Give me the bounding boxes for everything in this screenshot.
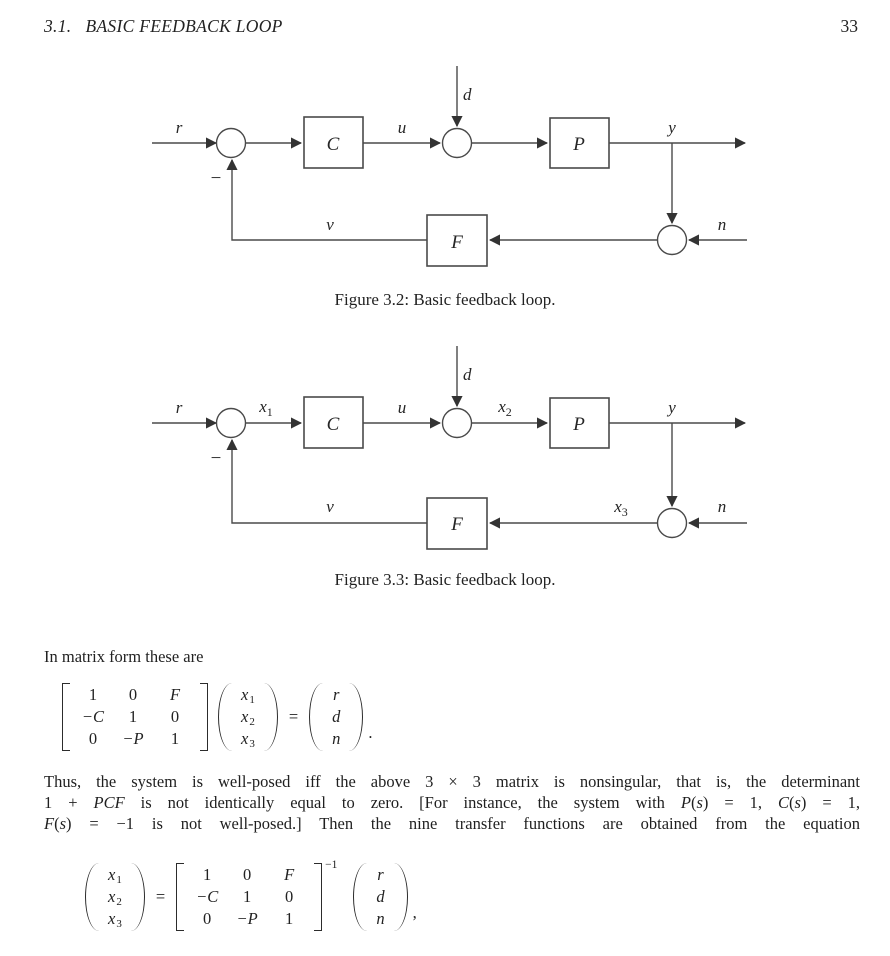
fig33-summing-junction-1: [217, 409, 246, 438]
section-number: 3.1.: [44, 16, 72, 36]
vector-cell: x2: [108, 887, 122, 908]
fig32-summing-junction-1: [217, 129, 246, 158]
vector-cell: x1: [108, 865, 122, 886]
left-paren: [218, 683, 232, 751]
fig32-block-P-label: P: [573, 134, 585, 155]
vector-cell: n: [376, 909, 385, 928]
coefficient-matrix: [70, 683, 200, 751]
state-vector: [99, 863, 131, 931]
fig33-signal-label-n: n: [717, 497, 727, 516]
vector-cell: x3: [241, 729, 255, 750]
matrix-cell: 0: [203, 909, 212, 928]
matrix-cell: −P: [122, 729, 144, 748]
matrix-cell: 0: [170, 707, 180, 726]
equation-punctuation: .: [368, 723, 373, 742]
fig33-minus-sign: −: [210, 448, 222, 469]
paragraph-line: F(s) = −1 is not well-posed.] Then the nine transfer functions are obtained from the equation: [44, 814, 860, 833]
matrix-intro-text: In matrix form these are: [44, 647, 204, 666]
vector-cell: r: [333, 685, 340, 704]
fig32-signal-label-u: u: [397, 118, 407, 137]
fig33-signal-label-r: r: [175, 398, 183, 417]
fig33-signal-label-d: d: [463, 365, 472, 384]
equation-matrix-form: [62, 683, 373, 751]
fig32-signal-label-y: y: [668, 118, 676, 137]
fig33-signal-label-x2: $x_2$: [498, 397, 512, 419]
fig32-summing-junction-2: [443, 129, 472, 158]
equation-transfer-functions: [85, 859, 417, 931]
vector-cell: x3: [108, 909, 122, 930]
matrix-cell: −P: [236, 909, 258, 928]
fig32-caption: Figure 3.2: Basic feedback loop.: [334, 290, 556, 309]
matrix-cell: 1: [285, 909, 294, 928]
fig32-summing-junction-3: [658, 226, 687, 255]
vector-cell: d: [332, 707, 341, 726]
fig32-signal-label-d: d: [463, 85, 472, 104]
matrix-cell: 0: [285, 887, 294, 906]
fig33-summing-junction-2: [443, 409, 472, 438]
fig33-signal-label-y: y: [668, 398, 676, 417]
matrix-cell: 0: [243, 865, 252, 884]
fig33-signal-label-x1: $x_1$: [259, 397, 273, 419]
matrix-cell: 1: [170, 729, 180, 748]
fig32-block-C-label: C: [326, 134, 340, 155]
fig33-block-P-label: P: [573, 414, 585, 435]
fig33-signal-label-u: u: [397, 398, 407, 417]
paragraph-line: 1 + PCF is not identically equal to zero. [For instance, the system with P(s) = 1, C(s) = 1,: [44, 793, 860, 812]
matrix-cell: 0: [88, 729, 98, 748]
left-paren: [353, 863, 367, 931]
equation-punctuation: ,: [412, 903, 417, 922]
coefficient-matrix: [184, 863, 314, 931]
vector-cell: n: [332, 729, 341, 748]
fig32-minus-sign: −: [210, 168, 222, 189]
right-paren: [394, 863, 408, 931]
state-vector: [232, 683, 264, 751]
left-paren: [85, 863, 99, 931]
left-paren: [309, 683, 323, 751]
equals-sign: =: [288, 707, 299, 726]
input-vector: [367, 863, 393, 931]
vector-cell: x2: [241, 707, 255, 728]
fig33-signal-label-x3: $x_3$: [614, 497, 628, 519]
inverse-exponent: −1: [325, 859, 338, 871]
matrix-cell: 1: [128, 707, 138, 726]
matrix-cell: 1: [203, 865, 212, 884]
vector-cell: d: [376, 887, 385, 906]
right-paren: [264, 683, 278, 751]
body-paragraph: [44, 771, 860, 834]
page-number: 33: [840, 16, 858, 36]
fig33-caption: Figure 3.3: Basic feedback loop.: [334, 570, 556, 589]
matrix-cell: 1: [88, 685, 98, 704]
fig33-block-C-label: C: [326, 414, 340, 435]
input-vector: [323, 683, 349, 751]
fig32-signal-label-r: r: [175, 118, 183, 137]
left-square-bracket: [176, 863, 184, 931]
matrix-cell: −C: [81, 707, 105, 726]
fig32-signal-label-n: n: [717, 215, 727, 234]
fig33-block-F-label: F: [451, 514, 463, 535]
fig32-block-F-label: F: [451, 232, 463, 253]
section-title: BASIC FEEDBACK LOOP: [85, 16, 283, 36]
fig33-signal-label-v: v: [326, 497, 334, 516]
right-paren: [131, 863, 145, 931]
equals-sign: =: [155, 887, 166, 906]
vector-cell: x1: [241, 685, 255, 706]
right-square-bracket: [314, 863, 322, 931]
paragraph-line: Thus, the system is well-posed iff the above 3 × 3 matrix is nonsingular, that is, the determinant: [44, 772, 860, 791]
fig32-signal-label-v: v: [326, 215, 334, 234]
matrix-cell: −C: [196, 887, 219, 906]
right-square-bracket: [200, 683, 208, 751]
left-square-bracket: [62, 683, 70, 751]
vector-cell: r: [377, 865, 384, 884]
matrix-cell: 1: [243, 887, 252, 906]
matrix-cell: 0: [128, 685, 138, 704]
matrix-cell: F: [169, 685, 181, 704]
matrix-cell: F: [284, 865, 295, 884]
fig33-summing-junction-3: [658, 509, 687, 538]
right-paren: [349, 683, 363, 751]
